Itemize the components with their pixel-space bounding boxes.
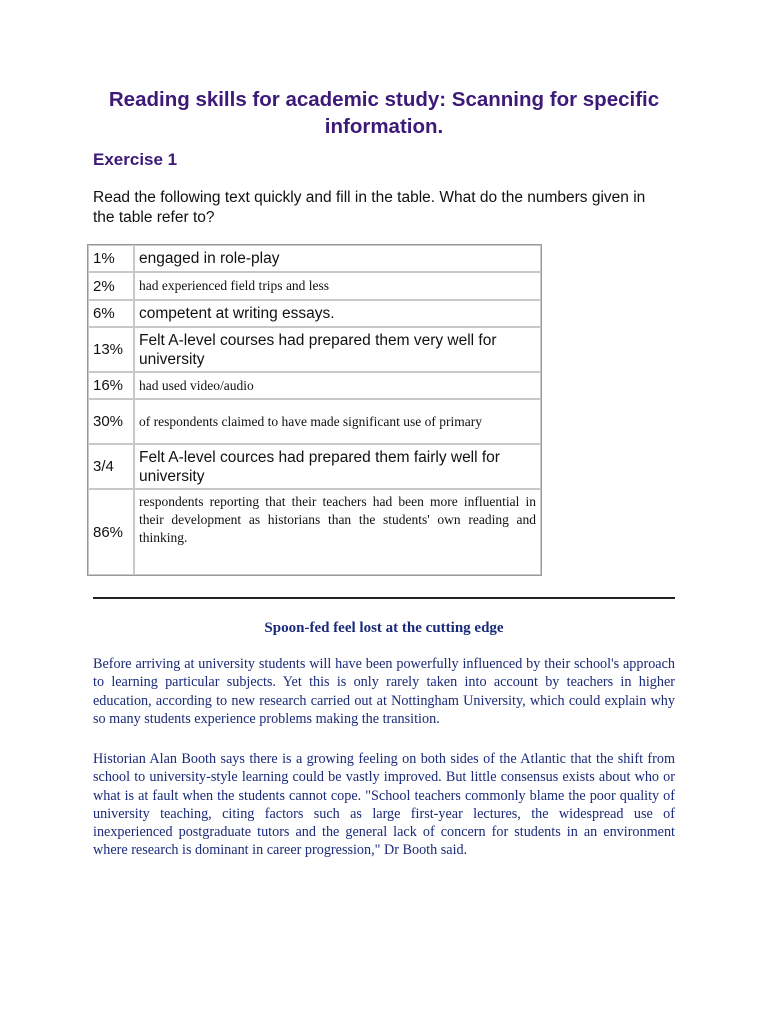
table-row (88, 489, 541, 575)
table-row (88, 444, 541, 489)
page-title: Reading skills for academic study: Scanning for specific information. (108, 88, 660, 138)
row-number: 13% (88, 327, 134, 372)
row-text: competent at writing essays. (134, 300, 541, 327)
row-number: 6% (88, 300, 134, 327)
row-text: Felt A-level cources had prepared them fairly well for university (134, 444, 541, 489)
scanning-table (87, 244, 542, 576)
section-divider (93, 597, 675, 599)
row-number: 1% (88, 245, 134, 272)
row-number: 3/4 (88, 444, 134, 489)
row-number: 30% (88, 399, 134, 444)
table-row (88, 399, 541, 444)
article-paragraph: Historian Alan Booth says there is a growing feeling on both sides of the Atlantic that the shift from school to university-style learning could be vastly improved. But little consensus exists about who or what is at fault when the students cannot cope. "School teachers commonly blame the poor quality of university teaching, citing factors such as large first-year lectures, the widespread use of inexperienced postgraduate tutors and the general lack of concern for students in an environment where research is dominant in career progression," Dr Booth said. (93, 751, 675, 859)
row-text: respondents reporting that their teachers had been more influential in their development as historians than the students' own reading and thinking. (134, 489, 541, 575)
row-number: 2% (88, 272, 134, 300)
table-row (88, 245, 541, 272)
exercise-heading: Exercise 1 (93, 150, 178, 169)
table-row (88, 372, 541, 399)
row-text: engaged in role-play (134, 245, 541, 272)
article-headline: Spoon-fed feel lost at the cutting edge (264, 620, 504, 636)
row-number: 16% (88, 372, 134, 399)
table-row (88, 300, 541, 327)
row-text: had experienced field trips and less (134, 272, 541, 300)
table-row (88, 272, 541, 300)
row-text: Felt A-level courses had prepared them very well for university (134, 327, 541, 372)
row-text: had used video/audio (134, 372, 541, 399)
instructions-text: Read the following text quickly and fill in the table. What do the numbers given in the table refer to? (93, 189, 646, 226)
article-paragraph: Before arriving at university students will have been powerfully influenced by their school's approach to learning particular subjects. Yet this is only rarely taken into account by teachers in higher education, according to new research carried out at Nottingham University, which could explain why so many students experience problems making the transition. (93, 656, 675, 727)
row-text: of respondents claimed to have made significant use of primary (134, 399, 541, 444)
table-row (88, 327, 541, 372)
row-number: 86% (88, 489, 134, 575)
